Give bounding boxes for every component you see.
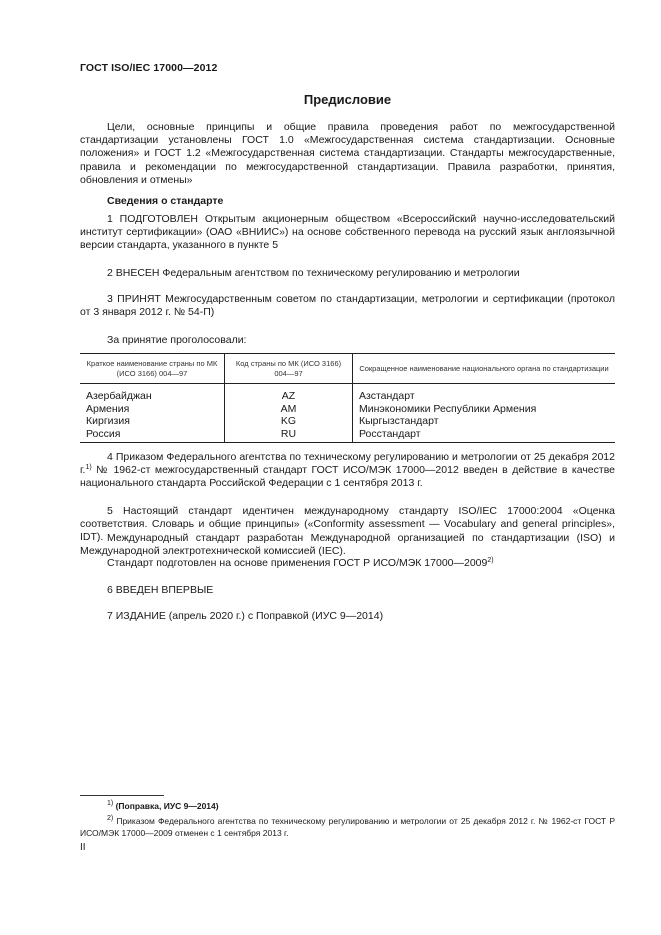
- page-title: Предисловие: [303, 92, 392, 107]
- item-2-paragraph: 2 ВНЕСЕН Федеральным агентством по техническому регулированию и метрологии: [107, 267, 520, 279]
- countries-table: [80, 353, 615, 443]
- code-cell: AZ: [225, 384, 353, 403]
- code-cell: KG: [225, 415, 353, 428]
- item-5-paragraph: 5 Настоящий стандарт идентичен международному стандарту ISO/IEC 17000:2004 «Оценка соответствия. Словарь и общие принципы» («Conformity assessment — Vocabulary and general principles», IDT).: [80, 505, 615, 544]
- item-4-text-b: № 1962-ст межгосударственный стандарт ГОСТ ИСО/МЭК 17000—2012 введен в действие в качестве национального стандарта Российской Федерации с 1 сентября 2013 г.: [80, 464, 615, 490]
- footnote-ref-1: 1): [85, 464, 92, 472]
- footnote-1-text: (Поправка, ИУС 9—2014): [113, 801, 219, 811]
- table-header-country: Краткое наименование страны по МК (ИСО 3166) 004—97: [80, 354, 225, 384]
- item-1-paragraph: 1 ПОДГОТОВЛЕН Открытым акционерным обществом «Всероссийский научно-исследовательский институт сертификации» (ОАО «ВНИИС») на основе собственного перевода на русский язык англоязычной версии стандарта, указанного в пункте 5: [80, 213, 615, 252]
- table-header-row: [80, 354, 615, 384]
- voted-label: За принятие проголосовали:: [107, 334, 247, 346]
- table-row: [80, 403, 615, 416]
- table-row: [80, 384, 615, 403]
- country-cell: Азербайджан: [86, 390, 152, 402]
- body-cell: Кыргызстандарт: [353, 415, 616, 428]
- body-cell: Азстандарт: [353, 384, 616, 403]
- footnote-2: [80, 815, 615, 839]
- table-header-body: Сокращенное наименование национального органа по стандартизации: [353, 354, 616, 384]
- intro-paragraph: Цели, основные принципы и общие правила проведения работ по межгосударственной стандартизации установлены ГОСТ 1.0 «Межгосударственная система стандартизации. Основные положения» и ГОСТ 1.2 «Межгосударственная система стандартизации. Стандарты межгосударственные, правила и рекомендации по межгосударственной стандартизации. Правила разработки, принятия, обновления и отмены»: [80, 121, 615, 186]
- footnote-divider: [80, 795, 164, 796]
- item-6-paragraph: 6 ВВЕДЕН ВПЕРВЫЕ: [107, 584, 214, 596]
- table-row: [80, 415, 615, 428]
- footnote-1-mark: 1): [107, 800, 114, 807]
- table-row: [80, 428, 615, 443]
- section-heading: Сведения о стандарте: [107, 195, 224, 207]
- footnote-2-mark: 2): [107, 815, 114, 822]
- footnote-ref-2: 2): [487, 557, 494, 564]
- item-5-text-c: Стандарт подготовлен на основе применения ГОСТ Р ИСО/МЭК 17000—2009: [107, 557, 488, 569]
- item-7-paragraph: 7 ИЗДАНИЕ (апрель 2020 г.) с Поправкой (ИУС 9—2014): [107, 610, 384, 622]
- item-5-paragraph-c: [80, 557, 615, 570]
- standard-header: ГОСТ ISO/IEC 17000—2012: [80, 62, 218, 74]
- country-cell: Киргизия: [86, 415, 130, 427]
- item-4-text-a: 4 Приказом Федерального агентства по техническому регулированию и метрологии от 25 декабря 2012 г.: [80, 451, 615, 477]
- table-header-code: Код страны по МК (ИСО 3166) 004—97: [225, 354, 353, 384]
- item-5-paragraph-b: Международный стандарт разработан Международной организацией по стандартизации (ISO) и Международной электротехнической комиссией (IEC).: [80, 532, 615, 558]
- body-cell: Минэкономики Республики Армения: [353, 403, 616, 416]
- footnote-1: [80, 800, 615, 812]
- code-cell: AM: [225, 403, 353, 416]
- body-cell: Росстандарт: [353, 428, 616, 443]
- code-cell: RU: [225, 428, 353, 443]
- page-number: II: [80, 842, 86, 853]
- footnote-2-text: Приказом Федерального агентства по техническому регулированию и метрологии от 25 декабря 2012 г. № 1962-ст ГОСТ Р ИСО/МЭК 17000—2009 отменен с 1 сентября 2013 г.: [80, 816, 615, 838]
- item-3-paragraph: 3 ПРИНЯТ Межгосударственным советом по стандартизации, метрологии и сертификации (протокол от 3 января 2012 г. № 54-П): [80, 293, 615, 319]
- country-cell: Армения: [86, 402, 130, 415]
- item-4-paragraph: [80, 451, 615, 491]
- country-cell: Россия: [80, 428, 225, 443]
